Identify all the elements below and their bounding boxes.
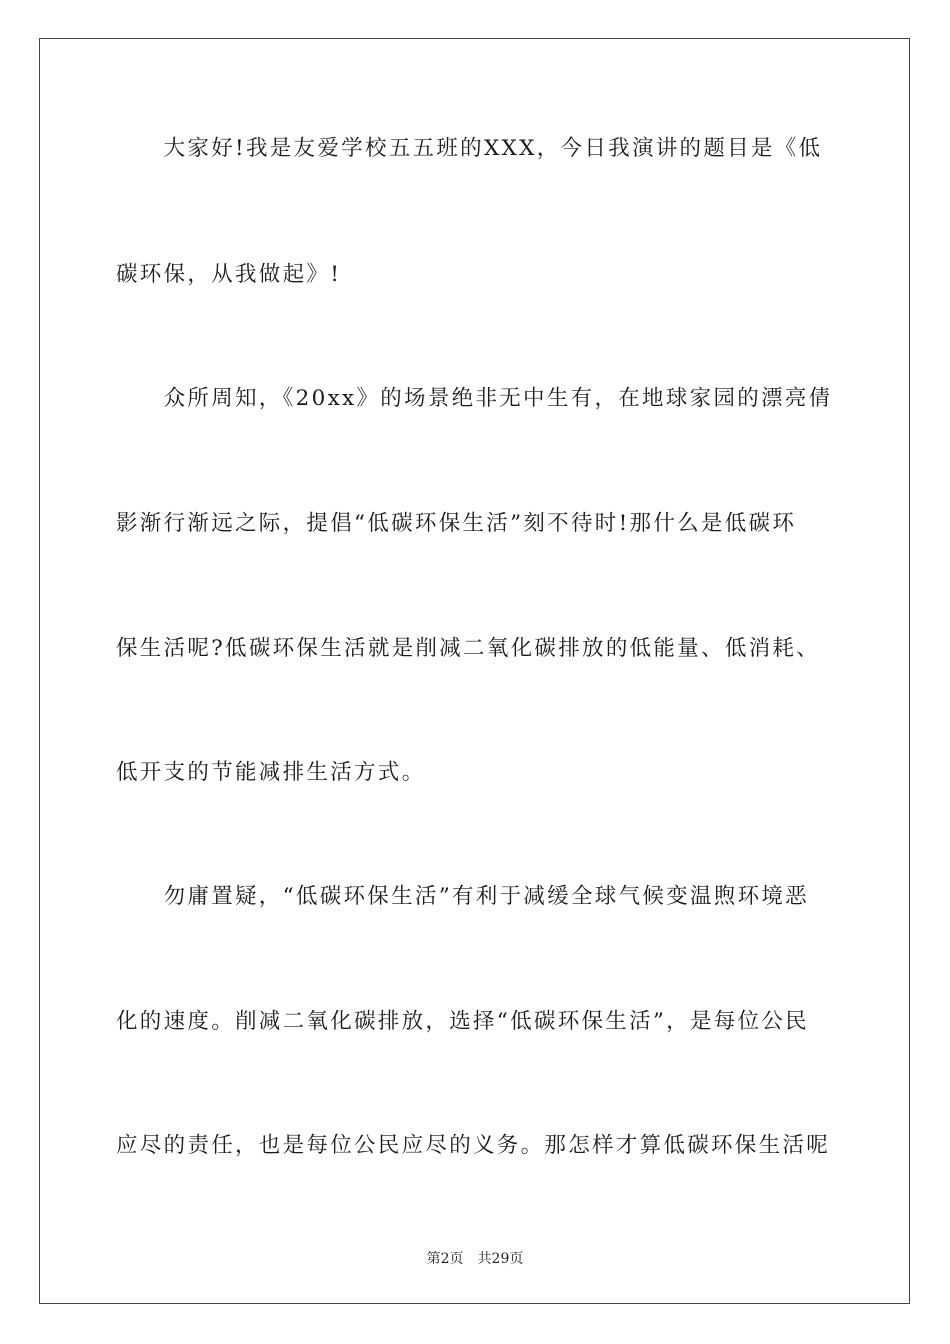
paragraph-line: 碳环保，从我做起》!: [116, 262, 342, 287]
paragraph-line: 大家好!我是友爱学校五五班的XXX，今日我演讲的题目是《低: [116, 136, 823, 161]
paragraph-line: 保生活呢?低碳环保生活就是削减二氧化碳排放的低能量、低消耗、: [116, 636, 821, 661]
paragraph-line: 化的速度。削减二氧化碳排放，选择“低碳环保生活”，是每位公民: [116, 1009, 809, 1034]
paragraph-line: 影渐行渐远之际，提倡“低碳环保生活”刻不待时!那什么是低碳环: [116, 511, 797, 536]
page-total: 共29页: [477, 1251, 524, 1267]
paragraph-line: 低开支的节能减排生活方式。: [116, 760, 426, 785]
page-footer: [0, 1248, 950, 1268]
page-number: 第2页: [426, 1251, 464, 1267]
paragraph-line: 众所周知，《20xx》的场景绝非无中生有，在地球家园的漂亮倩: [116, 386, 833, 411]
paragraph-line: 应尽的责任，也是每位公民应尽的义务。那怎样才算低碳环保生活呢: [116, 1133, 831, 1158]
page-frame: [39, 38, 910, 1304]
paragraph-line: 勿庸置疑，“低碳环保生活”有利于减缓全球气候变温煦环境恶: [116, 884, 809, 909]
